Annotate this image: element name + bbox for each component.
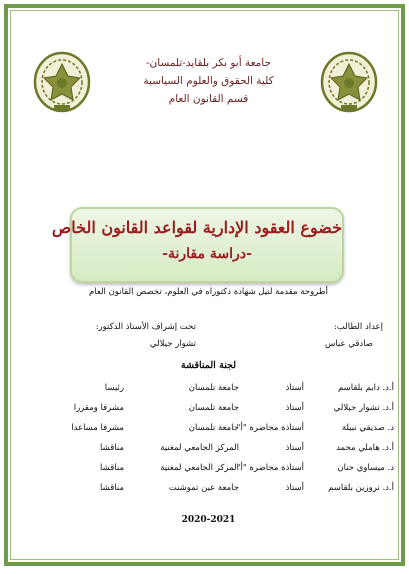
university-name: جامعة أبو بكر بلقايد-تلمسان- [146,57,271,69]
member-rank: أستاذة محاضرة "أ" [236,423,304,433]
member-name: أ.د. دايم بلقاسم [338,383,394,393]
member-role: رئيسا [104,383,124,393]
committee-row [8,403,409,419]
thesis-title-box [51,207,344,283]
department-name: قسم القانون العام [168,93,249,105]
university-seal-left-icon [32,50,92,114]
student-label: إعداد الطالب: [333,322,383,332]
committee-row [8,443,409,459]
thesis-description: أطروحة مقدمة لنيل شهادة دكتوراه في العلوم، تخصص القانون العام [88,287,328,297]
member-institution: جامعة تلمسان [188,403,239,413]
member-role: مشرفا ومقررا [73,403,124,413]
university-seal-right-icon [319,50,379,114]
member-rank: أستاذة محاضرة "أ" [236,463,304,473]
member-name: أ.د. هاملي محمد [336,443,394,453]
member-role: مشرفا مساعدا [71,423,124,433]
member-institution: المركز الجامعي لمغنية [160,463,239,473]
academic-year: 2020-2021 [181,515,236,525]
member-name: أ.د. تروزين بلقاسم [328,483,394,493]
member-rank: أستاذ [285,483,304,493]
member-rank: أستاذ [285,443,304,453]
member-role: مناقشا [100,443,124,453]
member-role: مناقشا [100,483,124,493]
member-institution: جامعة تلمسان [188,423,239,433]
member-rank: أستاذ [285,383,304,393]
thesis-subtitle: -دراسة مقارنة- [162,246,252,262]
faculty-name: كلية الحقوق والعلوم السياسية [143,75,274,87]
committee-title: لجنة المناقشة [180,360,237,371]
member-institution: جامعة تلمسان [188,383,239,393]
member-name: أ.د. تشوار جيلالي [333,403,394,413]
member-name: د. ميساوي حنان [337,463,394,473]
university-header [98,54,319,108]
member-institution: المركز الجامعي لمغنية [160,443,239,453]
thesis-cover-page [4,4,405,566]
committee-row [8,483,409,499]
member-rank: أستاذ [285,403,304,413]
student-name: صادقي عباس [324,339,373,349]
committee-row [8,383,409,399]
committee-row [8,423,409,439]
member-institution: جامعة عين تموشنت [168,483,239,493]
supervisor-name: تشوار جيلالي [149,339,196,349]
thesis-title: خضوع العقود الإدارية لقواعد القانون الخاص [51,218,342,237]
supervisor-label: تحت إشراف الأستاذ الدكتور: [95,322,196,332]
committee-row [8,463,409,479]
member-role: مناقشا [100,463,124,473]
member-name: د. صديقي نبيلة [341,423,394,433]
